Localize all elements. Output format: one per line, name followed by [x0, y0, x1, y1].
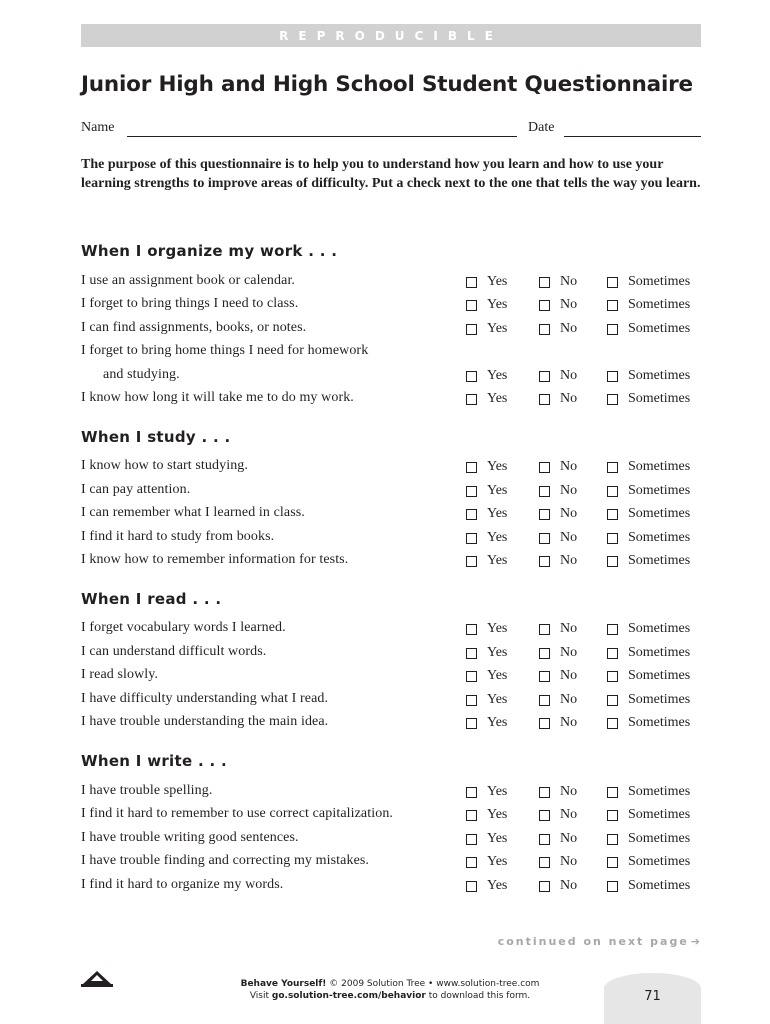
no-option[interactable]	[539, 482, 577, 500]
yes-label: Yes	[487, 321, 508, 336]
question-text: I forget to bring home things I need for homework	[81, 343, 369, 358]
checkbox-icon[interactable]	[466, 486, 477, 497]
footer-copyright	[190, 979, 590, 989]
question-text: I have trouble finding and correcting my mistakes.	[81, 853, 370, 868]
no-label: No	[560, 668, 578, 683]
yes-label: Yes	[487, 553, 508, 568]
yes-label: Yes	[487, 483, 508, 498]
checkbox-icon[interactable]	[466, 462, 477, 473]
sometimes-label: Sometimes	[628, 668, 691, 683]
sometimes-label: Sometimes	[628, 645, 691, 660]
sometimes-option[interactable]	[607, 691, 690, 709]
yes-label: Yes	[487, 530, 508, 545]
yes-label: Yes	[487, 297, 508, 312]
sometimes-option[interactable]	[607, 830, 690, 848]
question-row	[0, 529, 770, 549]
checkbox-icon[interactable]	[466, 834, 477, 845]
no-label: No	[560, 274, 578, 289]
no-label: No	[560, 553, 578, 568]
no-option[interactable]	[539, 830, 577, 848]
yes-option[interactable]	[466, 620, 507, 638]
checkbox-icon[interactable]	[607, 462, 618, 473]
date-field[interactable]	[528, 120, 554, 136]
checkbox-icon[interactable]	[539, 648, 550, 659]
checkbox-icon[interactable]	[607, 810, 618, 821]
checkbox-icon[interactable]	[539, 834, 550, 845]
question-row	[0, 620, 770, 640]
no-option[interactable]	[539, 273, 577, 291]
name-label: Name	[81, 120, 115, 135]
sometimes-option[interactable]	[607, 505, 690, 523]
checkbox-icon[interactable]	[539, 624, 550, 635]
checkbox-icon[interactable]	[539, 486, 550, 497]
no-label: No	[560, 391, 578, 406]
checkbox-icon[interactable]	[466, 509, 477, 520]
download-link[interactable]: go.solution-tree.com/behavior	[271, 991, 426, 1001]
sometimes-label: Sometimes	[628, 831, 691, 846]
question-row	[0, 552, 770, 572]
sometimes-label: Sometimes	[628, 530, 691, 545]
sometimes-option[interactable]	[607, 667, 690, 685]
checkbox-icon[interactable]	[607, 300, 618, 311]
yes-option[interactable]	[466, 644, 507, 662]
visit-prefix: Visit	[249, 991, 270, 1001]
checkbox-icon[interactable]	[539, 394, 550, 405]
checkbox-icon[interactable]	[466, 718, 477, 729]
sometimes-label: Sometimes	[628, 854, 691, 869]
no-option[interactable]	[539, 714, 577, 732]
checkbox-icon[interactable]	[466, 394, 477, 405]
sometimes-label: Sometimes	[628, 878, 691, 893]
question-text: I find it hard to remember to use correct capitalization.	[81, 806, 394, 821]
sometimes-option[interactable]	[607, 783, 690, 801]
checkbox-icon[interactable]	[607, 624, 618, 635]
question-text: I know how to start studying.	[81, 458, 249, 473]
checkbox-icon[interactable]	[607, 718, 618, 729]
checkbox-icon[interactable]	[466, 787, 477, 798]
page-number	[604, 973, 701, 1024]
checkbox-icon[interactable]	[466, 810, 477, 821]
sometimes-label: Sometimes	[628, 391, 691, 406]
no-label: No	[560, 715, 578, 730]
checkbox-icon[interactable]	[466, 533, 477, 544]
no-option[interactable]	[539, 620, 577, 638]
sometimes-label: Sometimes	[628, 459, 691, 474]
no-label: No	[560, 368, 578, 383]
yes-label: Yes	[487, 807, 508, 822]
yes-label: Yes	[487, 878, 508, 893]
question-row	[0, 296, 770, 316]
checkbox-icon[interactable]	[466, 648, 477, 659]
no-label: No	[560, 878, 578, 893]
sometimes-label: Sometimes	[628, 274, 691, 289]
yes-option[interactable]	[466, 667, 507, 685]
no-option[interactable]	[539, 853, 577, 871]
sometimes-label: Sometimes	[628, 621, 691, 636]
yes-option[interactable]	[466, 853, 507, 871]
name-line	[127, 136, 517, 137]
question-text: I can understand difficult words.	[81, 644, 267, 659]
sometimes-label: Sometimes	[628, 553, 691, 568]
sometimes-option[interactable]	[607, 529, 690, 547]
sometimes-label: Sometimes	[628, 715, 691, 730]
yes-label: Yes	[487, 645, 508, 660]
no-label: No	[560, 784, 578, 799]
yes-option[interactable]	[466, 691, 507, 709]
checkbox-icon[interactable]	[466, 371, 477, 382]
checkbox-icon[interactable]	[539, 695, 550, 706]
yes-option[interactable]	[466, 505, 507, 523]
question-text-continued: and studying.	[103, 367, 180, 382]
question-row	[0, 714, 770, 734]
question-row	[0, 458, 770, 478]
sometimes-option[interactable]	[607, 552, 690, 570]
no-option[interactable]	[539, 320, 577, 338]
checkbox-icon[interactable]	[466, 881, 477, 892]
yes-option[interactable]	[466, 320, 507, 338]
checkbox-icon[interactable]	[539, 300, 550, 311]
sometimes-option[interactable]	[607, 458, 690, 476]
checkbox-icon[interactable]	[539, 671, 550, 682]
section-heading: When I read . . .	[81, 590, 222, 608]
yes-label: Yes	[487, 668, 508, 683]
no-option[interactable]	[539, 667, 577, 685]
checkbox-icon[interactable]	[466, 300, 477, 311]
checkbox-icon[interactable]	[607, 277, 618, 288]
book-title: Behave Yourself!	[240, 979, 327, 989]
date-label: Date	[528, 120, 555, 135]
checkbox-icon[interactable]	[539, 371, 550, 382]
sometimes-label: Sometimes	[628, 321, 691, 336]
yes-label: Yes	[487, 715, 508, 730]
yes-option[interactable]	[466, 552, 507, 570]
no-label: No	[560, 645, 578, 660]
checkbox-icon[interactable]	[466, 624, 477, 635]
checkbox-icon[interactable]	[607, 486, 618, 497]
checkbox-icon[interactable]	[466, 671, 477, 682]
question-row	[0, 320, 770, 340]
question-text: I find it hard to organize my words.	[81, 877, 284, 892]
sometimes-label: Sometimes	[628, 784, 691, 799]
question-text: I can find assignments, books, or notes.	[81, 320, 307, 335]
sometimes-option[interactable]	[607, 877, 690, 895]
no-label: No	[560, 807, 578, 822]
sometimes-label: Sometimes	[628, 506, 691, 521]
yes-label: Yes	[487, 784, 508, 799]
question-text: I forget to bring things I need to class.	[81, 296, 299, 311]
no-label: No	[560, 621, 578, 636]
checkbox-icon[interactable]	[539, 324, 550, 335]
yes-label: Yes	[487, 506, 508, 521]
checkbox-icon[interactable]	[607, 787, 618, 798]
checkbox-icon[interactable]	[607, 881, 618, 892]
question-row	[0, 877, 770, 897]
checkbox-icon[interactable]	[539, 881, 550, 892]
sometimes-option[interactable]	[607, 806, 690, 824]
no-option[interactable]	[539, 806, 577, 824]
checkbox-icon[interactable]	[466, 556, 477, 567]
checkbox-icon[interactable]	[466, 277, 477, 288]
checkbox-icon[interactable]	[466, 695, 477, 706]
question-text: I have trouble understanding the main idea.	[81, 714, 329, 729]
yes-label: Yes	[487, 831, 508, 846]
arrow-right-icon: ➔	[690, 935, 700, 948]
sometimes-label: Sometimes	[628, 483, 691, 498]
question-row	[0, 853, 770, 873]
sometimes-label: Sometimes	[628, 807, 691, 822]
no-option[interactable]	[539, 367, 577, 385]
checkbox-icon[interactable]	[539, 462, 550, 473]
yes-option[interactable]	[466, 830, 507, 848]
no-option[interactable]	[539, 783, 577, 801]
no-label: No	[560, 692, 578, 707]
question-text: I can pay attention.	[81, 482, 191, 497]
sometimes-option[interactable]	[607, 273, 690, 291]
sometimes-label: Sometimes	[628, 692, 691, 707]
question-text: I have difficulty understanding what I read.	[81, 691, 329, 706]
continued-note	[498, 935, 700, 948]
sometimes-option[interactable]	[607, 644, 690, 662]
continued-text: continued on next page	[497, 935, 689, 948]
checkbox-icon[interactable]	[539, 509, 550, 520]
question-text: I use an assignment book or calendar.	[81, 273, 296, 288]
no-option[interactable]	[539, 296, 577, 314]
question-text: I know how long it will take me to do my work.	[81, 390, 354, 405]
sometimes-option[interactable]	[607, 296, 690, 314]
yes-option[interactable]	[466, 783, 507, 801]
checkbox-icon[interactable]	[539, 718, 550, 729]
question-row	[0, 343, 770, 363]
yes-option[interactable]	[466, 806, 507, 824]
checkbox-icon[interactable]	[539, 857, 550, 868]
question-row	[0, 367, 770, 387]
checkbox-icon[interactable]	[607, 556, 618, 567]
yes-label: Yes	[487, 368, 508, 383]
question-row	[0, 644, 770, 664]
yes-label: Yes	[487, 692, 508, 707]
footer-visit	[190, 991, 590, 1001]
yes-option[interactable]	[466, 390, 507, 408]
no-option[interactable]	[539, 458, 577, 476]
question-row	[0, 273, 770, 293]
question-row	[0, 390, 770, 410]
question-row	[0, 806, 770, 826]
yes-option[interactable]	[466, 482, 507, 500]
sometimes-option[interactable]	[607, 482, 690, 500]
checkbox-icon[interactable]	[607, 648, 618, 659]
no-label: No	[560, 483, 578, 498]
no-label: No	[560, 530, 578, 545]
checkbox-icon[interactable]	[607, 533, 618, 544]
no-label: No	[560, 297, 578, 312]
question-text: I know how to remember information for tests.	[81, 552, 349, 567]
no-option[interactable]	[539, 644, 577, 662]
no-label: No	[560, 321, 578, 336]
question-row	[0, 691, 770, 711]
no-option[interactable]	[539, 390, 577, 408]
checkbox-icon[interactable]	[607, 371, 618, 382]
no-label: No	[560, 831, 578, 846]
question-text: I read slowly.	[81, 667, 159, 682]
no-option[interactable]	[539, 691, 577, 709]
name-field[interactable]	[81, 120, 114, 136]
no-option[interactable]	[539, 529, 577, 547]
question-text: I forget vocabulary words I learned.	[81, 620, 286, 635]
sometimes-option[interactable]	[607, 320, 690, 338]
yes-option[interactable]	[466, 273, 507, 291]
yes-option[interactable]	[466, 458, 507, 476]
section-heading: When I write . . .	[81, 752, 228, 770]
question-row	[0, 830, 770, 850]
checkbox-icon[interactable]	[607, 695, 618, 706]
checkbox-icon[interactable]	[607, 324, 618, 335]
sometimes-option[interactable]	[607, 367, 690, 385]
checkbox-icon[interactable]	[466, 857, 477, 868]
checkbox-icon[interactable]	[607, 394, 618, 405]
date-line	[564, 136, 701, 137]
solution-tree-logo-icon	[81, 970, 113, 990]
no-label: No	[560, 854, 578, 869]
question-row	[0, 505, 770, 525]
intro-text: The purpose of this questionnaire is to help you to understand how you learn and how to use your learning strengths to improve areas of difficulty. Put a check next to the one that tells the way you learn.	[81, 157, 701, 191]
no-label: No	[560, 459, 578, 474]
no-label: No	[560, 506, 578, 521]
yes-option[interactable]	[466, 877, 507, 895]
question-text: I have trouble writing good sentences.	[81, 830, 299, 845]
no-option[interactable]	[539, 877, 577, 895]
yes-option[interactable]	[466, 714, 507, 732]
checkbox-icon[interactable]	[607, 509, 618, 520]
question-text: I find it hard to study from books.	[81, 529, 275, 544]
sometimes-label: Sometimes	[628, 368, 691, 383]
section-heading: When I study . . .	[81, 428, 231, 446]
checkbox-icon[interactable]	[607, 671, 618, 682]
checkbox-icon[interactable]	[539, 787, 550, 798]
yes-label: Yes	[487, 459, 508, 474]
yes-option[interactable]	[466, 296, 507, 314]
sometimes-option[interactable]	[607, 714, 690, 732]
yes-label: Yes	[487, 854, 508, 869]
section-heading: When I organize my work . . .	[81, 242, 338, 260]
no-option[interactable]	[539, 552, 577, 570]
yes-option[interactable]	[466, 367, 507, 385]
sometimes-option[interactable]	[607, 390, 690, 408]
yes-option[interactable]	[466, 529, 507, 547]
checkbox-icon[interactable]	[607, 834, 618, 845]
page-title: Junior High and High School Student Questionnaire	[81, 72, 693, 97]
checkbox-icon[interactable]	[466, 324, 477, 335]
question-row	[0, 482, 770, 502]
question-text: I can remember what I learned in class.	[81, 505, 305, 520]
copyright-text: © 2009 Solution Tree • www.solution-tree.com	[329, 979, 540, 989]
checkbox-icon[interactable]	[539, 556, 550, 567]
question-row	[0, 667, 770, 687]
sometimes-label: Sometimes	[628, 297, 691, 312]
question-row	[0, 783, 770, 803]
yes-label: Yes	[487, 391, 508, 406]
question-text: I have trouble spelling.	[81, 783, 213, 798]
checkbox-icon[interactable]	[539, 277, 550, 288]
sometimes-option[interactable]	[607, 853, 690, 871]
page-number-text: 71	[644, 989, 661, 1004]
checkbox-icon[interactable]	[607, 857, 618, 868]
visit-suffix: to download this form.	[428, 991, 531, 1001]
yes-label: Yes	[487, 274, 508, 289]
yes-label: Yes	[487, 621, 508, 636]
reproducible-banner: REPRODUCIBLE	[81, 24, 701, 47]
checkbox-icon[interactable]	[539, 810, 550, 821]
checkbox-icon[interactable]	[539, 533, 550, 544]
sometimes-option[interactable]	[607, 620, 690, 638]
no-option[interactable]	[539, 505, 577, 523]
